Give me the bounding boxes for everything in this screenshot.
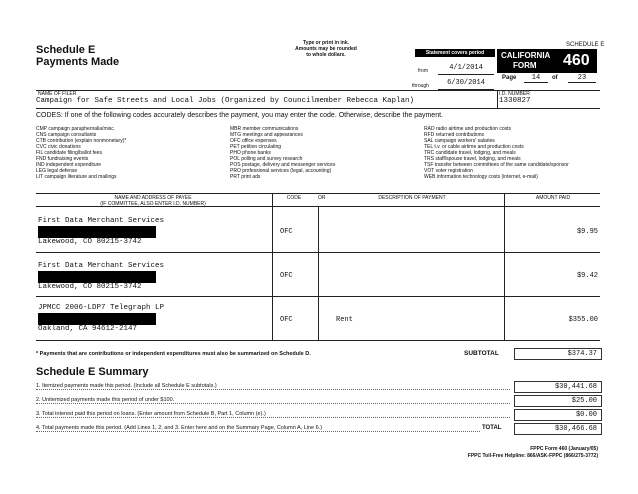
footer-helpline: FPPC Toll-Free Helpline: 866/ASK-FPPC (866/275-3772) (467, 453, 598, 459)
codes-intro: CODES: If one of the following codes accurately describes the payment, you may enter the code. Otherwise, describe the payment. (36, 112, 443, 119)
codes-column-2 (230, 126, 335, 180)
form-badge: CALIFORNIA FORM 460 (497, 49, 597, 73)
payment-description: Rent (336, 316, 353, 324)
code-entry: LEG legal defense (36, 168, 78, 174)
col-header-payee: NAME AND ADDRESS OF PAYEE (IF COMMITTEE, ALSO ENTER I.D. NUMBER) (100, 195, 206, 207)
subtotal-label: SUBTOTAL (464, 350, 499, 357)
code-entry: FIL candidate filing/ballot fees (36, 150, 102, 156)
code-entry: RAD radio airtime and production costs (424, 126, 511, 132)
code-entry: TEL t.v. or cable airtime and production costs (424, 144, 524, 150)
statement-period-label: Statement covers period (415, 49, 495, 57)
filer-name-label: NAME OF FILER (38, 91, 77, 97)
redacted-address (38, 271, 156, 283)
payment-amount: $355.00 (568, 316, 598, 324)
code-entry: RFD returned contributions (424, 132, 485, 138)
from-label: from (418, 68, 428, 74)
code-entry: TRS staff/spouse travel, lodging, and meals (424, 156, 521, 162)
code-entry: PHO phone banks (230, 150, 271, 156)
code-entry: FND fundraising events (36, 156, 89, 162)
payee-city: Oakland, CA 94612-2147 (38, 325, 138, 333)
summary-value: $0.00 (514, 409, 602, 421)
code-entry: MBR member communications (230, 126, 299, 132)
payee-name: First Data Merchant Services (38, 262, 165, 270)
page-number: 14 (531, 74, 541, 82)
schedule-corner-label: SCHEDULE E (566, 42, 605, 48)
code-entry: CNS campaign consultants (36, 132, 97, 138)
total-label: TOTAL (482, 425, 502, 431)
code-entry: WEB information technology costs (internet, e-mail) (424, 174, 538, 180)
filer-id-label: I.D. NUMBER (499, 91, 530, 97)
through-label: through (412, 83, 429, 89)
schedule-subtitle: Payments Made (36, 56, 120, 68)
col-header-code: CODE (286, 195, 302, 201)
redacted-address (38, 313, 156, 325)
summary-value: $30,441.68 (514, 381, 602, 393)
payee-city: Lakewood, CO 80215-3742 (38, 238, 142, 246)
payment-code: OFC (280, 228, 293, 236)
code-entry: PET petition circulating (230, 144, 282, 150)
of-label: of (552, 75, 558, 81)
col-header-amount: AMOUNT PAID (535, 195, 571, 201)
payment-code: OFC (280, 272, 293, 280)
code-entry: VOT voter registration (424, 168, 473, 174)
code-entry: MTG meetings and appearances (230, 132, 303, 138)
summary-value: $25.00 (514, 395, 602, 407)
footnote: * Payments that are contributions or independent expenditures must also be summarized on Schedule D. (36, 351, 311, 357)
code-entry: LIT campaign literature and mailings (36, 174, 117, 180)
code-entry: PRO professional services (legal, accounting) (230, 168, 332, 174)
code-entry: CTB contribution (explain nonmonetary)* (36, 138, 127, 144)
code-entry: PRT print ads (230, 174, 261, 180)
subtotal-value: $374.37 (514, 348, 602, 360)
footer-form-ref: FPPC Form 460 (January/05) (530, 446, 598, 452)
code-entry: POS postage, delivery and messenger services (230, 162, 336, 168)
code-entry: POL polling and survey research (230, 156, 303, 162)
summary-title: Schedule E Summary (36, 366, 149, 378)
code-entry: TRC candidate travel, lodging, and meals (424, 150, 516, 156)
summary-value: $30,466.68 (514, 423, 602, 435)
from-date: 4/1/2014 (449, 64, 483, 72)
payment-code: OFC (280, 316, 293, 324)
payee-name: JPMCC 2006-LDP7 Telegraph LP (38, 304, 165, 312)
payee-city: Lakewood, CO 80215-3742 (38, 283, 142, 291)
code-entry: IND independent expenditure (36, 162, 102, 168)
payment-amount: $9.95 (576, 228, 598, 236)
codes-column-1 (36, 126, 126, 180)
through-date: 6/30/2014 (447, 79, 485, 87)
redacted-address (38, 226, 156, 238)
filer-name: Campaign for Safe Streets and Local Jobs (Organized by Councilmember Rebecca Kaplan) (36, 97, 415, 105)
page-total: 23 (577, 74, 587, 82)
code-entry: SAL campaign workers' salaries (424, 138, 495, 144)
filer-id: 1330827 (499, 97, 531, 105)
col-header-or: OR (318, 195, 326, 201)
code-entry: OFC office expenses (230, 138, 277, 144)
payee-name: First Data Merchant Services (38, 217, 165, 225)
schedule-title: Schedule E (36, 44, 96, 56)
col-header-description: DESCRIPTION OF PAYMENT (378, 195, 446, 201)
payment-amount: $9.42 (576, 272, 598, 280)
page-label: Page (502, 75, 517, 81)
codes-column-3 (424, 126, 569, 180)
code-entry: CMP campaign paraphernalia/misc. (36, 126, 116, 132)
instructions: Type or print in ink. Amounts may be rounded to whole dollars. (295, 40, 357, 58)
code-entry: TSF transfer between committees of the same candidate/sponsor (424, 162, 569, 168)
code-entry: CVC civic donations (36, 144, 81, 150)
